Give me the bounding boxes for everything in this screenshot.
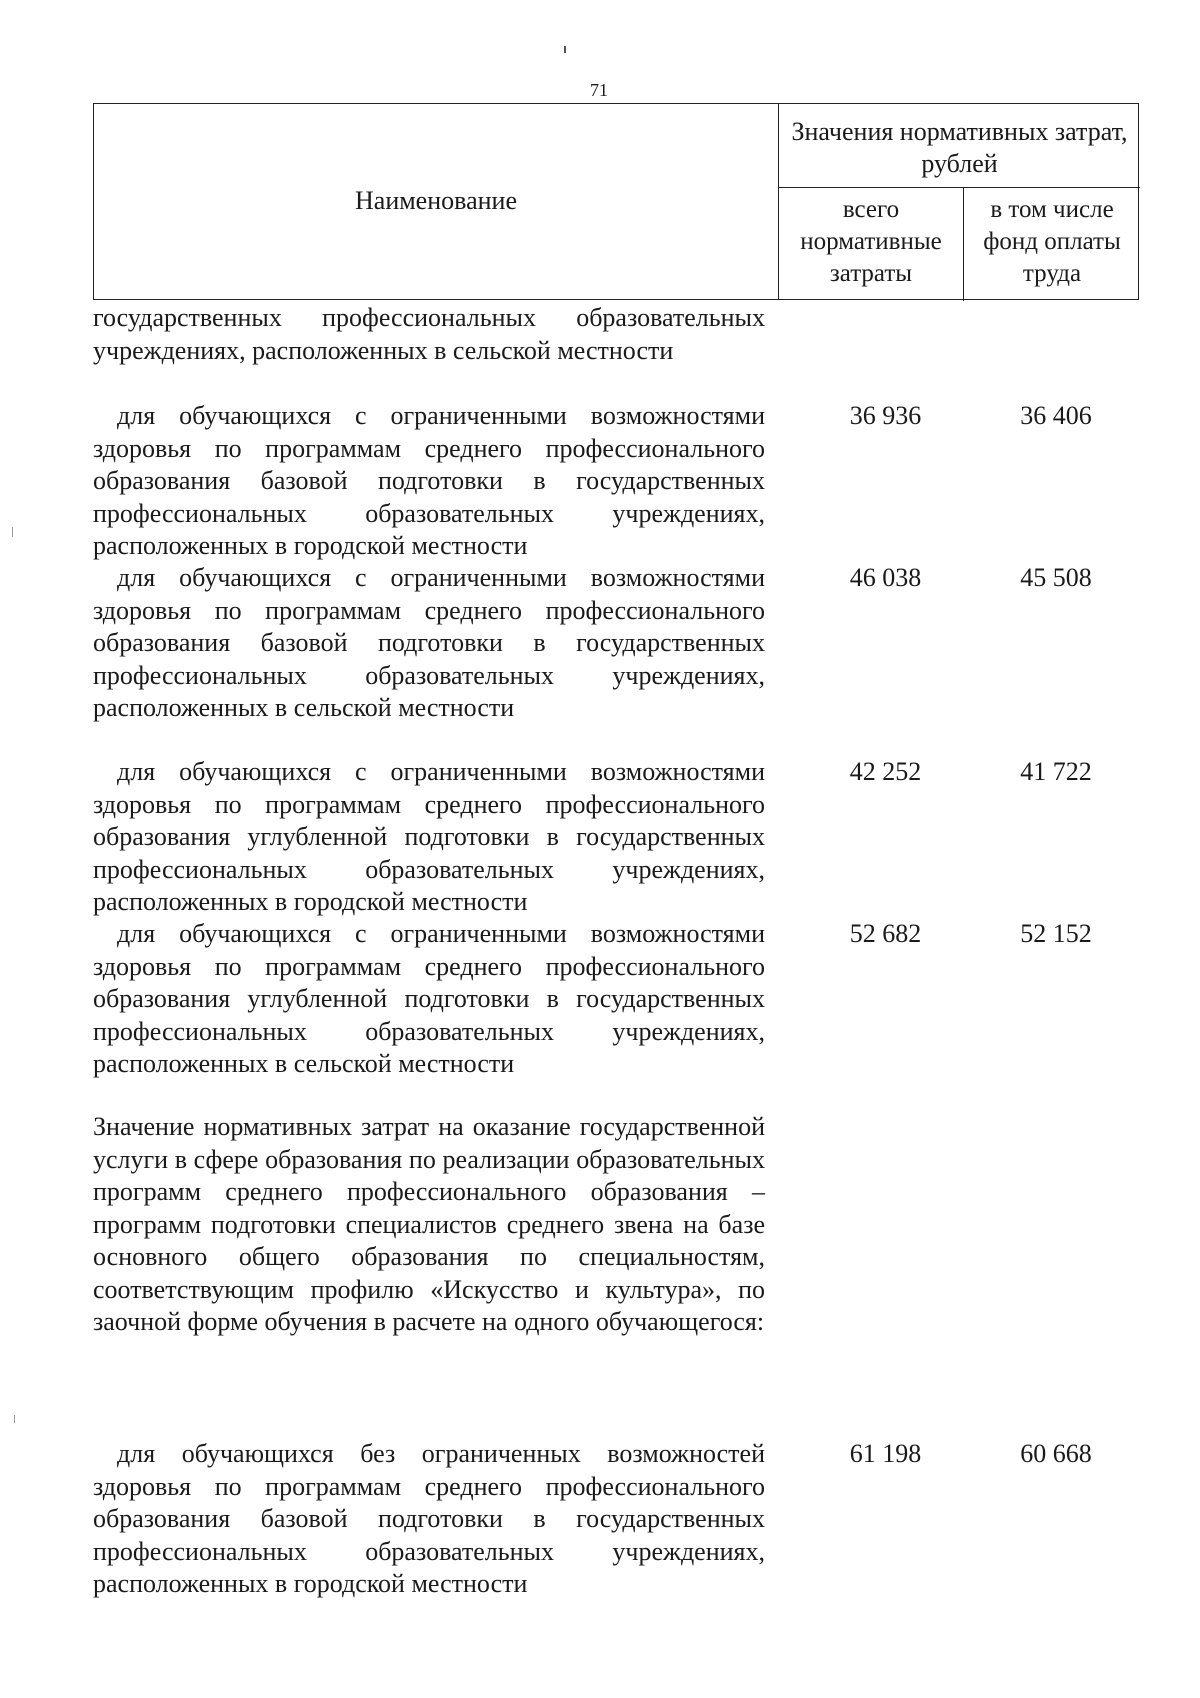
row-fund-value: 41 722: [1020, 757, 1092, 786]
row-fund-value: 60 668: [1020, 1439, 1092, 1468]
row-fund-value: 45 508: [1020, 563, 1092, 592]
header-total-label: всего нормативные затраты: [779, 188, 964, 301]
scan-speck: [12, 527, 13, 537]
table-header: [93, 103, 1139, 300]
header-name-label: Наименование: [355, 186, 517, 215]
scan-speck: [14, 1415, 15, 1423]
scan-speck: [564, 46, 566, 53]
header-name-cell: [94, 104, 779, 299]
header-fund-label: в том числе фонд оплаты труда: [983, 196, 1121, 287]
row-name: для обучающихся с ограниченными возможностями здоровья по программам среднего профессионального образования углубленной подготовки в государственных профессиональных образовательных учреждениях, расположенных в сельской местности: [93, 919, 765, 1078]
row-total-value: 61 198: [849, 1439, 922, 1468]
row-total-value: 52 682: [849, 919, 922, 948]
row-name: для обучающихся с ограниченными возможностями здоровья по программам среднего профессионального образования базовой подготовки в государственных профессиональных образовательных учреждениях, расположенных в городской местности: [93, 401, 765, 560]
row-name: для обучающихся с ограниченными возможностями здоровья по программам среднего профессионального образования углубленной подготовки в государственных профессиональных образовательных учреждениях, расположенных в городской местности: [93, 757, 765, 916]
row-name: для обучающихся с ограниченными возможностями здоровья по программам среднего профессионального образования базовой подготовки в государственных профессиональных образовательных учреждениях, расположенных в сельской местности: [93, 563, 765, 722]
row-total-value: 36 936: [849, 401, 922, 430]
row-fund-value: 52 152: [1020, 919, 1092, 948]
row-fund-value: 36 406: [1020, 401, 1092, 430]
row-total-value: 46 038: [849, 563, 922, 592]
row-total-value: 42 252: [849, 757, 922, 786]
header-values-label: Значения нормативных затрат, рублей: [779, 104, 1140, 188]
page-number: 71: [590, 80, 608, 100]
row-name: государственных профессиональных образовательных учреждениях, расположенных в сельской местности: [93, 303, 765, 365]
row-name: для обучающихся без ограниченных возможностей здоровья по программам среднего профессионального образования базовой подготовки в государственных профессиональных образовательных учреждениях, расположенных в городской местности: [93, 1439, 765, 1598]
section-heading: Значение нормативных затрат на оказание государственной услуги в сфере образования по реализации образовательных программ среднего профессионального образования – программ подготовки специалистов среднего звена на базе основного общего образования по специальностям, соответствующим профилю «Искусство и культура», по заочной форме обучения в расчете на одного обучающегося:: [93, 1112, 765, 1336]
